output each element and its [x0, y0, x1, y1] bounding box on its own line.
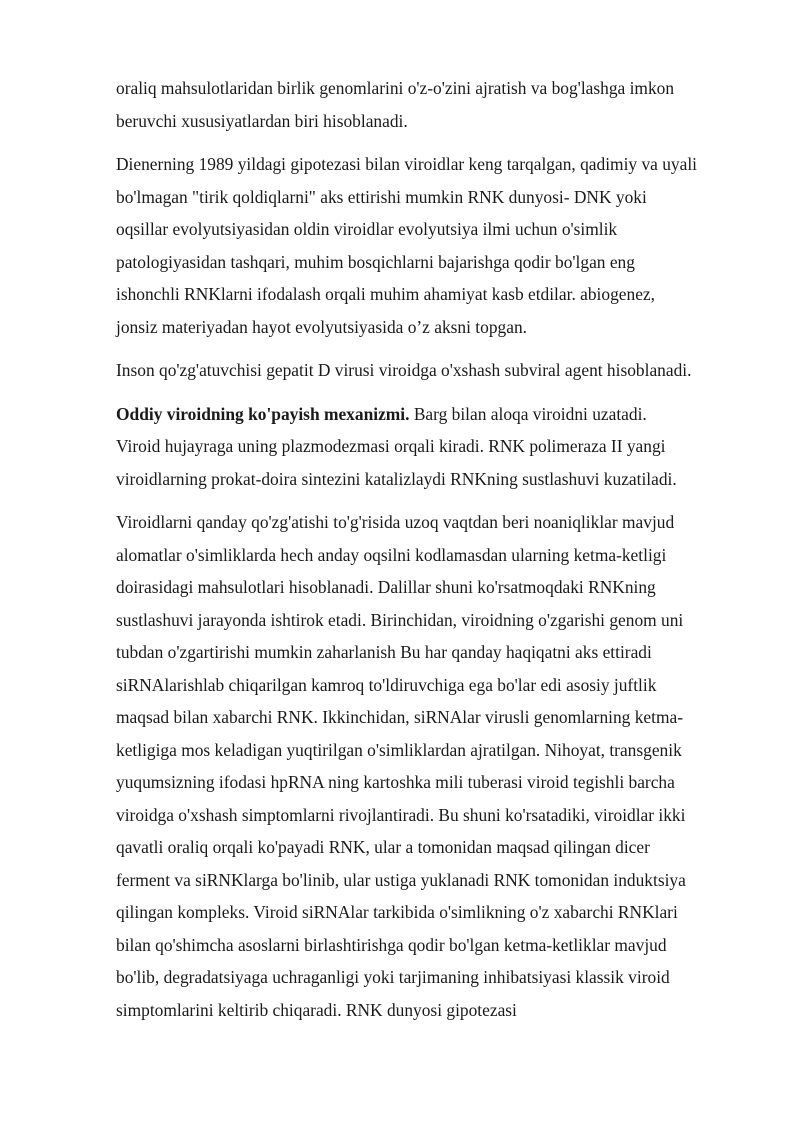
text-line: bilan qo'shimcha asoslarni birlashtirishga qodir bo'lgan ketma-ketliklar mavjud [116, 934, 667, 955]
heading-continuation: Barg bilan aloqa viroidni uzatadi. [409, 403, 647, 424]
text-line: sustlashuvi jarayonda ishtirok etadi. Birinchidan, viroidning o'zgarishi genom uni [116, 609, 684, 630]
text-line: Dienerning 1989 yildagi gipotezasi bilan viroidlar keng tarqalgan, qadimiy va uyali [116, 154, 697, 174]
text-line: siRNAlarishlab chiqarilgan kamroq to'ldiruvchiga ega bo'lar edi asosiy juftlik [116, 674, 657, 695]
text-line: Viroidlarni qanday qo'zg'atishi to'g'risida uzoq vaqtdan beri noaniqliklar mavjud [116, 512, 675, 532]
text-line: oqsillar evolyutsiyasidan oldin viroidlar evolyutsiya ilmi uchun o'simlik [116, 219, 618, 239]
paragraph-3 [116, 354, 756, 387]
paragraph-2 [116, 148, 756, 343]
paragraph-4 [116, 398, 756, 496]
text-line: patologiyasidan tashqari, muhim bosqichlarni bajarishga qodir bo'lgan eng [116, 251, 635, 272]
text-line: tubdan o'zgartirishi mumkin zaharlanish Bu har qanday haqiqatni aks ettiradi [116, 642, 652, 662]
text-line: Inson qo'zg'atuvchisi gepatit D virusi viroidga o'xshash subviral agent hisoblanadi. [116, 360, 692, 380]
text-line: viroidlarning prokat-doira sintezini katalizlaydi RNKning sustlashuvi kuzatiladi. [116, 468, 677, 489]
text-line: viroidga o'xshash simptomlarni rivojlantiradi. Bu shuni ko'rsatadiki, viroidlar ikki [116, 804, 686, 825]
text-line: simptomlarini keltirib chiqaradi. RNK dunyosi gipotezasi [116, 999, 517, 1020]
text-line: qilingan kompleks. Viroid siRNAlar tarkibida o'simlikning o'z xabarchi RNKlari [116, 902, 678, 922]
text-line: qavatli oraliq orqali ko'payadi RNK, ular a tomonidan maqsad qilingan dicer [116, 837, 650, 857]
text-line: Viroid hujayraga uning plazmodezmasi orqali kiradi. RNK polimeraza II yangi [116, 436, 666, 456]
section-heading: Oddiy viroidning ko'payish mexanizmi. [116, 403, 410, 424]
text-line: bo'lib, degradatsiyaga uchraganligi yoki tarjimaning inhibatsiyasi klassik viroid [116, 967, 670, 987]
text-line: ketligiga mos keladigan yuqtirilgan o'simliklardan ajratilgan. Nihoyat, transgenik [116, 739, 682, 760]
text-line: ishonchli RNKlarni ifodalash orqali muhim ahamiyat kasb etdilar. abiogenez, [116, 284, 655, 304]
text-line: ferment va siRNKlarga bo'linib, ular ustiga yuklanadi RNK tomonidan induktsiya [116, 869, 686, 890]
paragraph-1 [116, 72, 756, 137]
text-line: oraliq mahsulotlaridan birlik genomlarini o'z-o'zini ajratish va bog'lashga imkon [116, 78, 675, 98]
text-line: yuqumsizning ifodasi hpRNA ning kartoshka mili tuberasi viroid tegishli barcha [116, 772, 675, 792]
text-line: beruvchi xususiyatlardan biri hisoblanadi. [116, 110, 408, 131]
text-line: alomatlar o'simliklarda hech anday oqsilni kodlamasdan ularning ketma-ketligi [116, 544, 667, 565]
text-line: doirasidagi mahsulotlari hisoblanadi. Dalillar shuni ko'rsatmoqdaki RNKning [116, 577, 656, 597]
paragraph-5 [116, 506, 756, 1026]
text-line: jonsiz materiyadan hayot evolyutsiyasida o’z aksni topgan. [116, 316, 527, 337]
text-line [116, 398, 756, 431]
text-line: maqsad bilan xabarchi RNK. Ikkinchidan, siRNAlar virusli genomlarning ketma- [116, 707, 683, 727]
document-page [116, 72, 756, 1037]
text-line: bo'lmagan "tirik qoldiqlarni" aks ettirishi mumkin RNK dunyosi- DNK yoki [116, 186, 647, 207]
